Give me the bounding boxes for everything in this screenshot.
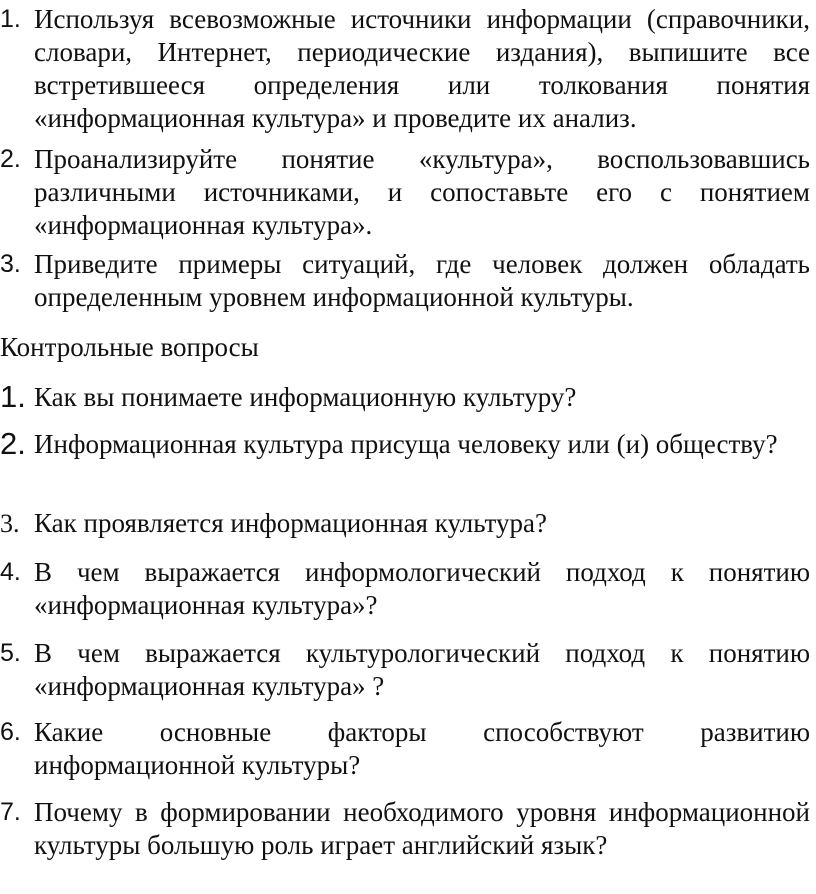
question-text: Как проявляется информационная культура? bbox=[34, 508, 547, 538]
question-number: 1. bbox=[0, 379, 26, 414]
task-text: Приведите примеры ситуаций, где человек должен обладать определенным уровнем информационной культуры. bbox=[34, 249, 810, 312]
task-text: Используя всевозможные источники информации (справочники, словари, Интернет, периодические издания), выпишите все встретившееся определения или толкования понятия «информационная культура» и проведите их анализ. bbox=[34, 4, 810, 133]
task-number: 3. bbox=[0, 250, 21, 278]
question-text: Какие основные факторы способствуют развитию информационной культуры? bbox=[34, 717, 810, 780]
question-text: Информационная культура присуща человеку или (и) обществу? bbox=[34, 429, 778, 459]
question-number: 7. bbox=[0, 798, 21, 826]
question-text: Как вы понимаете информационную культуру? bbox=[34, 382, 577, 412]
task-number: 1. bbox=[0, 5, 21, 33]
task-number: 2. bbox=[0, 145, 21, 173]
question-number: 4. bbox=[0, 558, 21, 586]
question-number: 5. bbox=[0, 639, 21, 667]
question-number: 2. bbox=[0, 426, 26, 461]
question-text: В чем выражается культурологический подход к понятию «информационная культура» ? bbox=[34, 638, 810, 701]
question-number: 3. bbox=[0, 509, 20, 538]
question-text: Почему в формировании необходимого уровня информационной культуры большую роль играет английский язык? bbox=[34, 797, 810, 860]
section-title: Контрольные вопросы bbox=[0, 332, 259, 362]
task-text: Проанализируйте понятие «культура», воспользовавшись различными источниками, и сопоставьте его с понятием «информационная культура». bbox=[34, 144, 810, 240]
question-number: 6. bbox=[0, 718, 21, 746]
question-text: В чем выражается информологический подход к понятию «информационная культура»? bbox=[34, 557, 810, 620]
